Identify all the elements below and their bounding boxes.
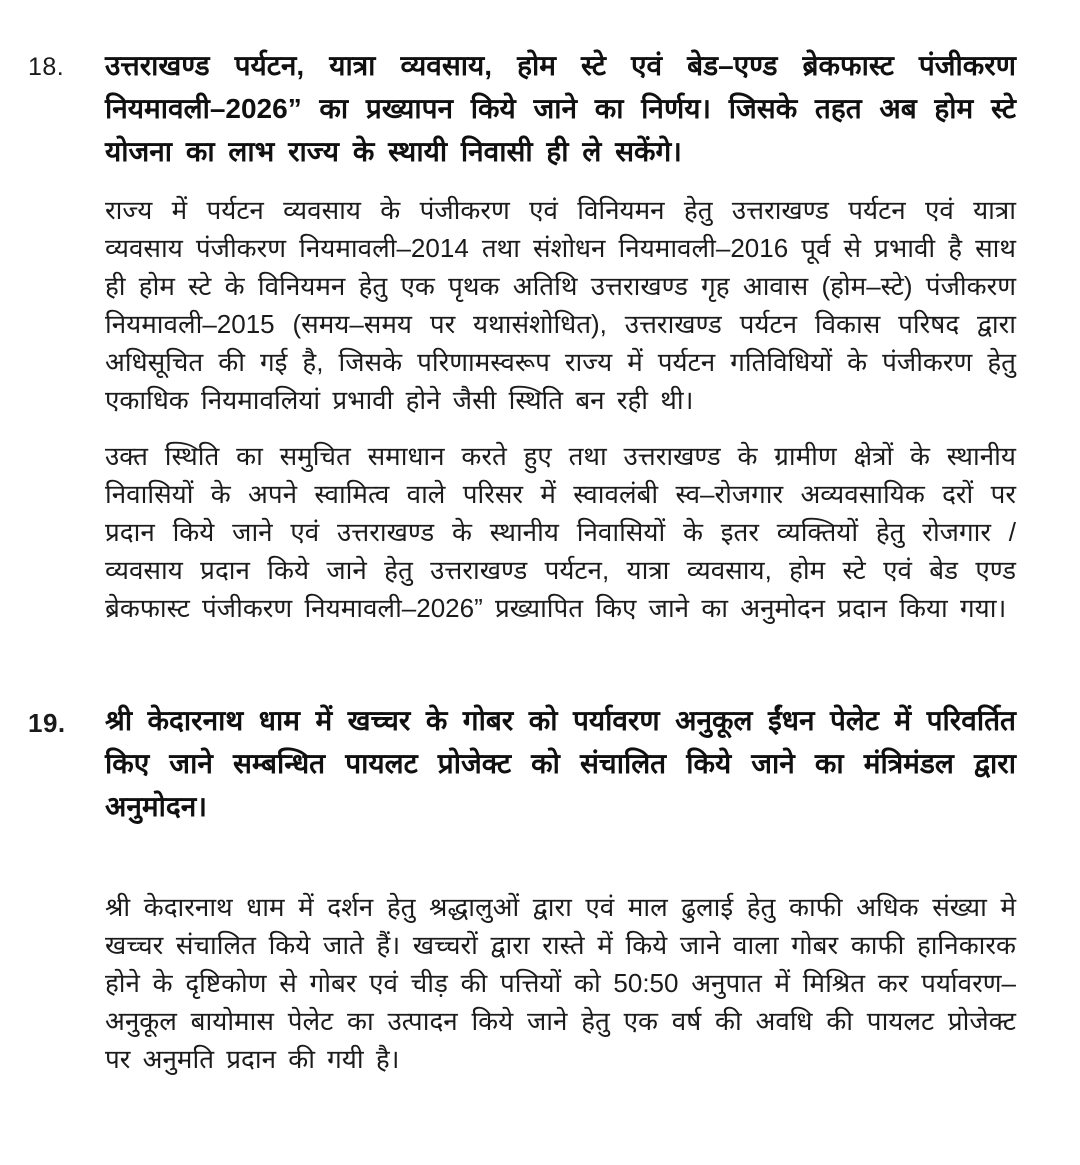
decision-item-18 [0,44,1080,627]
item-18-paragraph-2: उक्त स्थिति का समुचित समाधान करते हुए तथा उत्तराखण्ड के ग्रामीण क्षेत्रों के स्थानीय निवासियों के अपने स्वामित्व वाले परिसर में स्वावलंबी स्व–रोजगार अव्यवसायिक दरों पर प्रदान किये जाने एवं उत्तराखण्ड के स्थानीय निवासियों के इतर व्यक्तियों हेतु रोजगार / व्यवसाय प्रदान किये जाने हेतु उत्तराखण्ड पर्यटन, यात्रा व्यवसाय, होम स्टे एवं बेड एण्ड ब्रेकफास्ट पंजीकरण नियमावली–2026” प्रख्यापित किए जाने का अनुमोदन प्रदान किया गया। [105,441,1016,623]
item-number-18: 18. [28,53,65,81]
item-19-paragraph-1: श्री केदारनाथ धाम में दर्शन हेतु श्रद्धालुओं द्वारा एवं माल ढुलाई हेतु काफी अधिक संख्या मे खच्चर संचालित किये जाते हैं। खच्चरों द्वारा रास्ते में किये जाने वाला गोबर काफी हानिकारक होने के दृष्टिकोण से गोबर एवं चीड़ की पत्तियों को 50:50 अनुपात में मिश्रित कर पर्यावरण–अनुकूल बायोमास पेलेट का उत्पादन किये जाने हेतु एक वर्ष की अवधि की पायलट प्रोजेक्ट पर अनुमति प्रदान की गयी है। [105,892,1016,1074]
item-heading-19: श्री केदारनाथ धाम में खच्चर के गोबर को पर्यावरण अनुकूल ईंधन पेलेट में परिवर्तित किए जाने सम्बन्धित पायलट प्रोजेक्ट को संचालित किये जाने का मंत्रिमंडल द्वारा अनुमोदन। [105,705,1016,822]
item-number-19: 19. [28,708,66,738]
decision-item-19 [0,699,1080,1078]
item-heading-18: उत्तराखण्ड पर्यटन, यात्रा व्यवसाय, होम स्टे एवं बेड–एण्ड ब्रेकफास्ट पंजीकरण नियमावली–2026” का प्रख्यापन किये जाने का निर्णय। जिसके तहत अब होम स्टे योजना का लाभ राज्य के स्थायी निवासी ही ले सकेंगे। [105,50,1016,167]
item-18-paragraph-1: राज्य में पर्यटन व्यवसाय के पंजीकरण एवं विनियमन हेतु उत्तराखण्ड पर्यटन एवं यात्रा व्यवसाय पंजीकरण नियमावली–2014 तथा संशोधन नियमावली–2016 पूर्व से प्रभावी है साथ ही होम स्टे के विनियमन हेतु एक पृथक अतिथि उत्तराखण्ड गृह आवास (होम–स्टे) पंजीकरण नियमावली–2015 (समय–समय पर यथासंशोधित), उत्तराखण्ड पर्यटन विकास परिषद द्वारा अधिसूचित की गई है, जिसके परिणामस्वरूप राज्य में पर्यटन गतिविधियों के पंजीकरण हेतु एकाधिक नियमावलियां प्रभावी होने जैसी स्थिति बन रही थी। [105,195,1016,415]
